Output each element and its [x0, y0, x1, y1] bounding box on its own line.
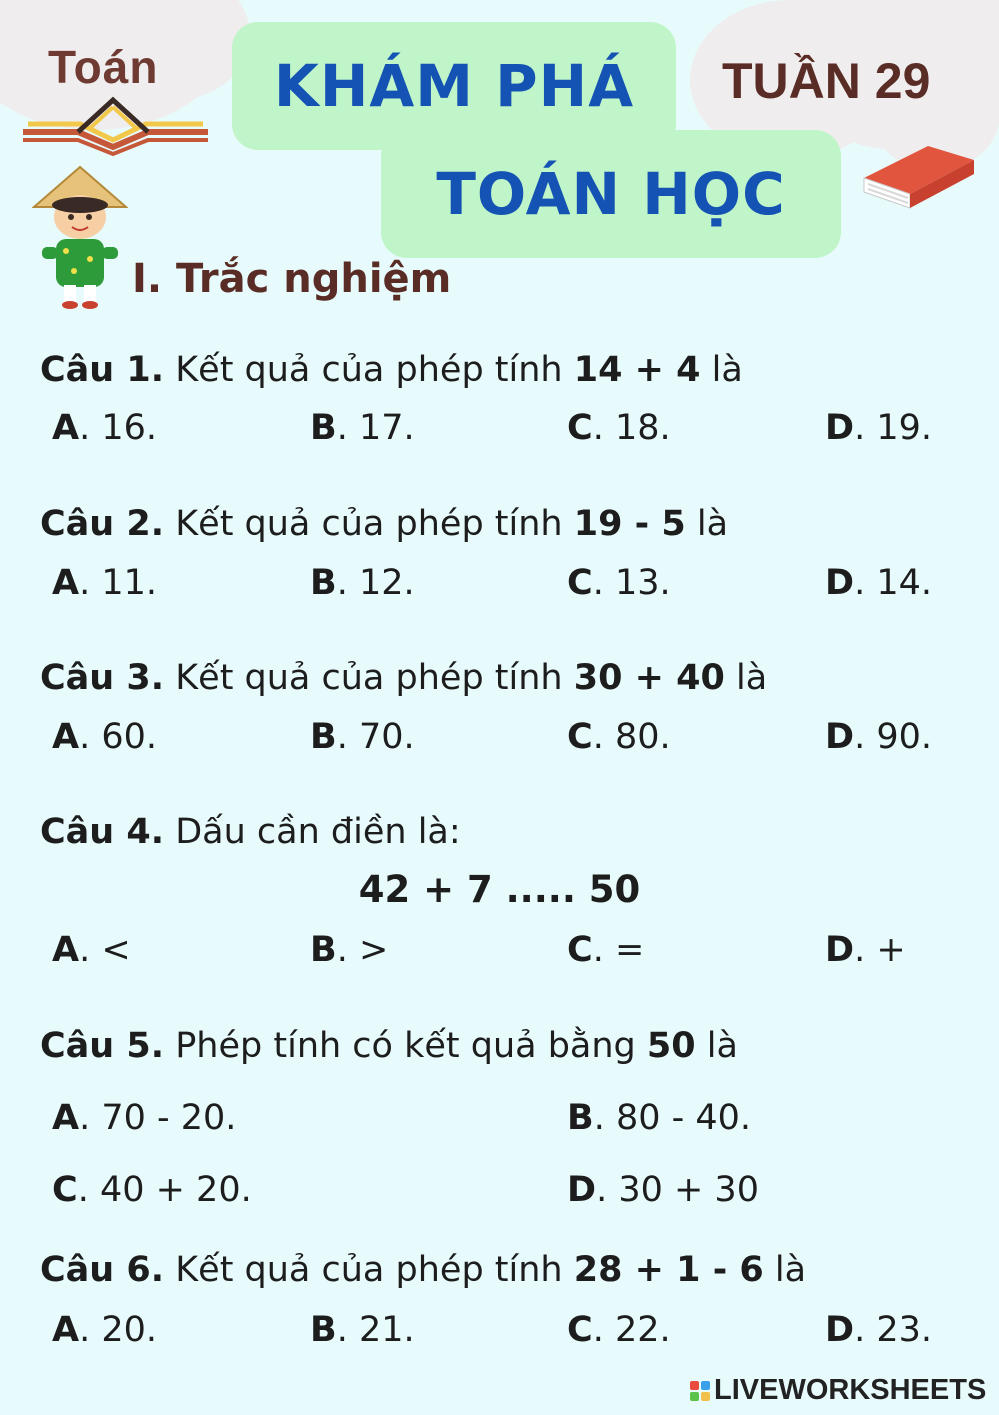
option-letter: C [567, 563, 593, 603]
question-suffix: là [696, 504, 729, 544]
question-label: Câu 6. [40, 1250, 165, 1290]
option-d[interactable] [825, 930, 906, 970]
question-text: Kết quả của phép tính [175, 350, 563, 390]
option-letter: A [52, 930, 80, 970]
question-text: Phép tính có kết quả bằng [175, 1026, 636, 1066]
liveworksheets-logo-icon [690, 1381, 710, 1401]
question-suffix: là [711, 350, 743, 390]
option-a[interactable] [52, 717, 157, 757]
option-a[interactable] [52, 1098, 236, 1138]
liveworksheets-logo[interactable] [690, 1374, 986, 1407]
option-value: . 21. [336, 1310, 415, 1350]
question-suffix: là [736, 658, 768, 698]
option-value: . 23. [854, 1310, 932, 1350]
option-letter: D [567, 1170, 597, 1210]
option-value: . 20. [79, 1310, 158, 1350]
question-5 [40, 1026, 738, 1066]
option-letter: B [310, 930, 337, 970]
option-value: . 90. [854, 717, 932, 757]
option-letter: D [825, 563, 855, 603]
option-letter: D [825, 717, 855, 757]
option-letter: A [52, 408, 80, 448]
option-a[interactable] [52, 1310, 157, 1350]
option-letter: B [310, 1310, 337, 1350]
option-b[interactable] [310, 930, 388, 970]
closed-book-icon [856, 138, 978, 214]
question-4-expression: 42 + 7 ..... 50 [358, 868, 641, 911]
question-3 [40, 658, 767, 698]
question-text: Kết quả của phép tính [175, 504, 563, 544]
option-letter: C [567, 717, 593, 757]
question-text: Dấu cần điền là: [175, 812, 461, 852]
option-b[interactable] [310, 717, 415, 757]
question-text: Kết quả của phép tính [175, 658, 563, 698]
page-title-line1: KHÁM PHÁ [273, 52, 635, 120]
question-suffix: là [774, 1250, 807, 1290]
question-label: Câu 1. [40, 350, 165, 390]
option-value: . 70 - 20. [79, 1098, 237, 1138]
option-c[interactable] [567, 563, 671, 603]
subject-label: Toán [48, 41, 159, 93]
option-letter: A [52, 1098, 80, 1138]
option-a[interactable] [52, 408, 157, 448]
option-value: . 22. [592, 1310, 671, 1350]
option-value: . 40 + 20. [77, 1170, 252, 1210]
option-value: . + [854, 930, 906, 970]
question-expression: 28 + 1 - 6 [573, 1250, 764, 1290]
option-letter: A [52, 717, 80, 757]
option-value: . 12. [336, 563, 415, 603]
option-a[interactable] [52, 563, 157, 603]
question-expression: 30 + 40 [573, 658, 725, 698]
option-value: . 80. [592, 717, 671, 757]
option-value: . 11. [79, 563, 158, 603]
question-label: Câu 3. [40, 658, 165, 698]
option-b[interactable] [310, 408, 415, 448]
question-expression: 14 + 4 [573, 350, 701, 390]
option-value: . 16. [79, 408, 158, 448]
option-d[interactable] [825, 563, 932, 603]
option-letter: C [567, 408, 593, 448]
option-d[interactable] [825, 408, 932, 448]
option-value: . 60. [79, 717, 158, 757]
question-label: Câu 4. [40, 812, 165, 852]
question-label: Câu 2. [40, 504, 165, 544]
option-c[interactable] [567, 717, 671, 757]
option-value: . = [592, 930, 645, 970]
question-4 [40, 812, 461, 852]
option-letter: A [52, 563, 80, 603]
boy-conical-hat-icon [32, 165, 128, 311]
question-6 [40, 1250, 806, 1290]
section-title: I. Trắc nghiệm [132, 256, 452, 302]
question-expression: 19 - 5 [573, 504, 686, 544]
option-b[interactable] [567, 1098, 751, 1138]
option-value: . 80 - 40. [593, 1098, 752, 1138]
option-value: . 18. [592, 408, 671, 448]
question-1 [40, 350, 743, 390]
option-letter: B [567, 1098, 594, 1138]
option-letter: B [310, 408, 337, 448]
option-letter: C [567, 1310, 593, 1350]
question-expression: 50 [646, 1026, 696, 1066]
option-value: . 17. [336, 408, 415, 448]
question-suffix: là [706, 1026, 738, 1066]
option-letter: B [310, 563, 337, 603]
option-letter: D [825, 1310, 855, 1350]
option-c[interactable] [567, 930, 644, 970]
option-d[interactable] [567, 1170, 759, 1210]
option-b[interactable] [310, 563, 415, 603]
option-value: . < [79, 930, 131, 970]
title-box-line2 [381, 130, 841, 258]
option-value: . 30 + 30 [596, 1170, 759, 1210]
page-title-line2: TOÁN HỌC [436, 160, 786, 228]
option-c[interactable] [567, 408, 671, 448]
liveworksheets-logo-text: LIVEWORKSHEETS [714, 1374, 987, 1406]
option-d[interactable] [825, 717, 932, 757]
option-letter: C [52, 1170, 78, 1210]
week-label: TUẦN 29 [722, 53, 931, 109]
option-letter: D [825, 930, 855, 970]
open-book-icon [18, 92, 213, 160]
option-value: . 13. [592, 563, 671, 603]
question-text: Kết quả của phép tính [175, 1250, 563, 1290]
option-letter: D [825, 408, 855, 448]
option-b[interactable] [310, 1310, 415, 1350]
option-c[interactable] [567, 1310, 671, 1350]
question-label: Câu 5. [40, 1026, 165, 1066]
option-value: . 14. [854, 563, 932, 603]
option-letter: B [310, 717, 337, 757]
option-letter: C [567, 930, 593, 970]
option-value: . > [336, 930, 389, 970]
option-value: . 70. [336, 717, 415, 757]
option-a[interactable] [52, 930, 131, 970]
option-c[interactable] [52, 1170, 252, 1210]
option-letter: A [52, 1310, 80, 1350]
option-d[interactable] [825, 1310, 932, 1350]
question-2 [40, 504, 728, 544]
option-value: . 19. [854, 408, 932, 448]
